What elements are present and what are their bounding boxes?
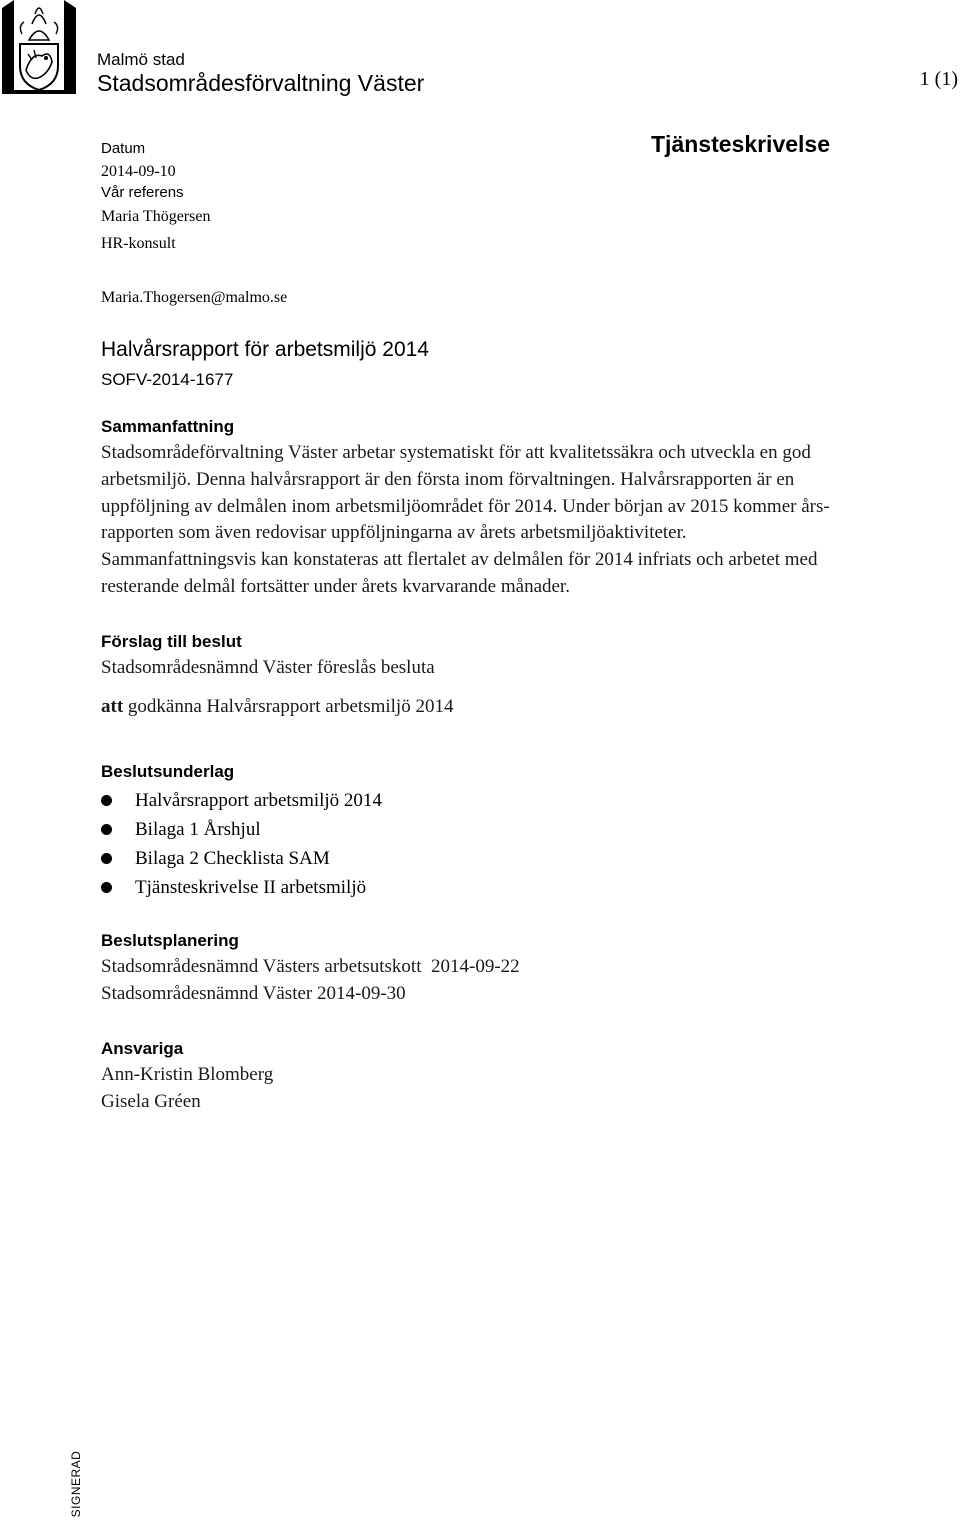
decision-text: godkänna Halvårsrapport arbetsmiljö 2014 xyxy=(123,696,454,717)
list-item-label: Bilaga 2 Checklista SAM xyxy=(135,848,330,869)
reference-name: Maria Thögersen xyxy=(101,208,211,225)
responsible-heading: Ansvariga xyxy=(101,1039,184,1058)
summary-line: Sammanfattningsvis kan konstateras att flertalet av delmålen för 2014 infriats och arbetet med xyxy=(101,549,818,571)
att-keyword: att xyxy=(101,696,124,717)
list-item xyxy=(101,844,382,873)
planning-heading: Beslutsplanering xyxy=(101,931,239,950)
date-value: 2014-09-10 xyxy=(101,163,176,180)
summary-line: arbetsmiljö. Denna halvårsrapport är den första inom förvaltningen. Halvårsrapporten är en xyxy=(101,468,795,490)
list-item xyxy=(101,815,382,844)
responsible-name: Ann-Kristin Blomberg xyxy=(101,1064,274,1085)
malmo-coat-of-arms-icon xyxy=(2,0,76,94)
list-item-label: Halvårsrapport arbetsmiljö 2014 xyxy=(135,790,382,811)
summary-line: resterande delmål fortsätter under årets kvarvarande månader. xyxy=(101,575,570,597)
document-type: Tjänsteskrivelse xyxy=(651,131,831,157)
signed-stamp-text: SIGNERAD xyxy=(69,1450,83,1517)
bullet-icon xyxy=(101,882,112,893)
bullet-icon xyxy=(101,824,112,835)
list-item xyxy=(101,873,382,902)
summary-line: rapporten som även redovisar uppföljningarna av årets arbetsmiljöaktiviteter. xyxy=(101,522,687,544)
summary-line: uppföljning av delmålen inom arbetsmiljöområdet för 2014. Under början av 2015 kommer års- xyxy=(101,495,830,517)
page-number: 1 (1) xyxy=(919,68,958,90)
basis-heading: Beslutsunderlag xyxy=(101,762,235,781)
planning-line: Stadsområdesnämnd Västers arbetsutskott 2014-09-22 xyxy=(101,956,520,977)
reference-email: Maria.Thogersen@malmo.se xyxy=(101,289,288,306)
proposal-heading: Förslag till beslut xyxy=(101,632,242,651)
date-label: Datum xyxy=(101,140,146,157)
list-item-label: Tjänsteskrivelse II arbetsmiljö xyxy=(135,877,367,898)
proposal-text: Stadsområdesnämnd Väster föreslås besluta xyxy=(101,657,435,678)
summary-heading: Sammanfattning xyxy=(101,417,235,436)
reference-label: Vår referens xyxy=(101,184,184,201)
list-item xyxy=(101,786,382,815)
bullet-icon xyxy=(101,853,112,864)
case-number: SOFV-2014-1677 xyxy=(101,370,234,389)
basis-list xyxy=(101,786,382,902)
planning-line: Stadsområdesnämnd Väster 2014-09-30 xyxy=(101,983,406,1004)
decision-line xyxy=(101,694,453,721)
bullet-icon xyxy=(101,795,112,806)
reference-title: HR-konsult xyxy=(101,235,176,252)
list-item-label: Bilaga 1 Årshjul xyxy=(135,819,261,840)
department-name: Stadsområdesförvaltning Väster xyxy=(97,70,425,96)
signed-stamp xyxy=(67,1446,85,1521)
summary-line: Stadsområdeförvaltning Väster arbetar systematiskt för att kvalitetssäkra och utveckla en god xyxy=(101,442,811,463)
document-title: Halvårsrapport för arbetsmiljö 2014 xyxy=(101,338,429,361)
summary-text xyxy=(101,440,931,601)
responsible-name: Gisela Gréen xyxy=(101,1091,201,1112)
org-name: Malmö stad xyxy=(97,50,185,69)
